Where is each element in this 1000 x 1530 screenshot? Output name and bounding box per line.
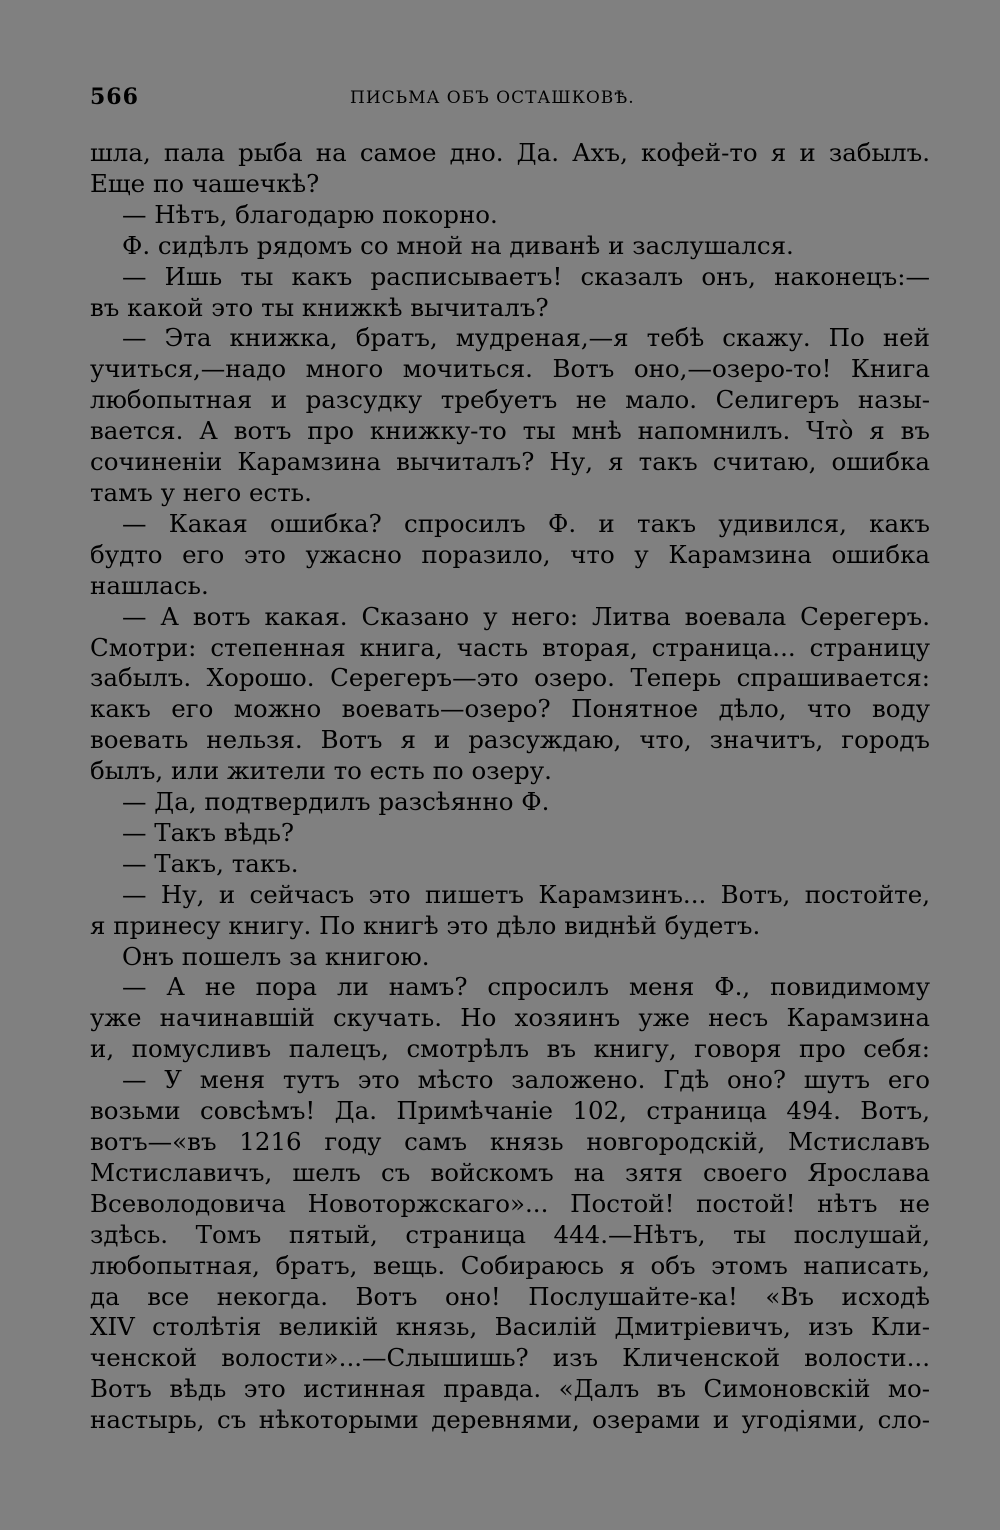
text-line: настырь, съ нѣкоторыми деревнями, озерами и угодіями, сло- <box>90 1405 930 1435</box>
text-line: тамъ у него есть. <box>90 477 312 507</box>
text-line: — Да, подтвердилъ разсѣянно Ф. <box>122 787 550 817</box>
text-line: какъ его можно воевать—озеро? Понятное дѣло, что воду <box>90 694 930 724</box>
text-line: въ какой это ты книжкѣ вычиталъ? <box>90 292 549 322</box>
text-line: — У меня тутъ это мѣсто заложено. Гдѣ оно? шутъ его <box>122 1065 930 1095</box>
text-line: — Эта книжка, братъ, мудреная,—я тебѣ скажу. По ней <box>122 323 930 353</box>
text-line: XIV столѣтія великій князь, Василій Дмитріевичъ, изъ Кли- <box>90 1312 930 1342</box>
text-line: былъ, или жители то есть по озеру. <box>90 756 552 786</box>
text-line: уже начинавшій скучать. Но хозяинъ уже несъ Карамзина <box>90 1003 930 1033</box>
text-line: — Нѣтъ, благодарю покорно. <box>122 199 498 229</box>
text-line: — Ну, и сейчасъ это пишетъ Карамзинъ... Вотъ, постойте, <box>122 879 930 909</box>
text-line: ченской волости»...—Слышишь? изъ Кличенской волости... <box>90 1343 930 1373</box>
text-line: — А вотъ какая. Сказано у него: Литва воевала Серегеръ. <box>122 601 930 631</box>
text-line: любопытная и разсудку требуетъ не мало. Селигеръ назы- <box>90 385 930 415</box>
text-line: сочиненіи Карамзина вычиталъ? Ну, я такъ считаю, ошибка <box>90 447 930 477</box>
text-line: вотъ—«въ 1216 году самъ князь новгородскій, Мстиславъ <box>90 1127 930 1156</box>
text-line: — Такъ, такъ. <box>122 848 299 878</box>
text-line: шла, пала рыба на самое дно. Да. Ахъ, кофей-то я и забылъ. <box>90 138 930 167</box>
text-line: воевать нельзя. Вотъ я и разсуждаю, что, значитъ, городъ <box>90 725 930 755</box>
text-line: да все некогда. Вотъ оно! Послушайте-ка! «Въ исходѣ <box>90 1281 930 1311</box>
text-line: Ф. сидѣлъ рядомъ со мной на диванѣ и заслушался. <box>122 230 794 260</box>
text-line: — А не пора ли намъ? спросилъ меня Ф., повидимому <box>122 972 930 1002</box>
text-line: Всеволодовича Новоторжскаго»... Постой! постой! нѣтъ не <box>90 1188 930 1218</box>
page-header <box>90 84 930 120</box>
text-line: — Такъ вѣдь? <box>122 817 295 847</box>
text-line: — Ишь ты какъ расписываетъ! сказалъ онъ, наконецъ:— <box>122 261 930 291</box>
text-line: Мстиславичъ, шелъ съ войскомъ на зятя своего Ярослава <box>90 1157 930 1187</box>
text-line: и, помусливъ палецъ, смотрѣлъ въ книгу, говоря про себя: <box>90 1034 930 1064</box>
running-title: ПИСЬМА ОБЪ ОСТАШКОВѢ. <box>350 88 635 108</box>
text-line: возьми совсѣмъ! Да. Примѣчаніе 102, страница 494. Вотъ, <box>90 1096 930 1126</box>
text-line: здѣсь. Томъ пятый, страница 444.—Нѣтъ, ты послушай, <box>90 1219 930 1249</box>
text-line: забылъ. Хорошо. Серегеръ—это озеро. Теперь спрашивается: <box>90 663 930 693</box>
text-line: Онъ пошелъ за книгою. <box>122 941 430 971</box>
text-line: любопытная, братъ, вещь. Собираюсь я объ этомъ написать, <box>90 1250 930 1280</box>
text-line: Смотри: степенная книга, часть вторая, страница... страницу <box>90 632 930 662</box>
text-line: я принесу книгу. По книгѣ это дѣло виднѣй будетъ. <box>90 910 761 940</box>
text-line: нашлась. <box>90 570 209 600</box>
text-line: — Какая ошибка? спросилъ Ф. и такъ удивился, какъ <box>122 508 930 538</box>
text-line: будто его это ужасно поразило, что у Карамзина ошибка <box>90 539 930 569</box>
text-line: учиться,—надо много мочиться. Вотъ оно,—озеро-то! Книга <box>90 354 930 384</box>
text-line: Вотъ вѣдь это истинная правда. «Далъ въ Симоновскій мо- <box>90 1374 930 1404</box>
book-page <box>90 84 930 1504</box>
page-body-text <box>90 138 930 1436</box>
text-line: Еще по чашечкѣ? <box>90 168 320 198</box>
text-line: вается. А вотъ про книжку-то ты мнѣ напомнилъ. Чтò я въ <box>90 416 930 446</box>
page-number: 566 <box>90 84 139 110</box>
